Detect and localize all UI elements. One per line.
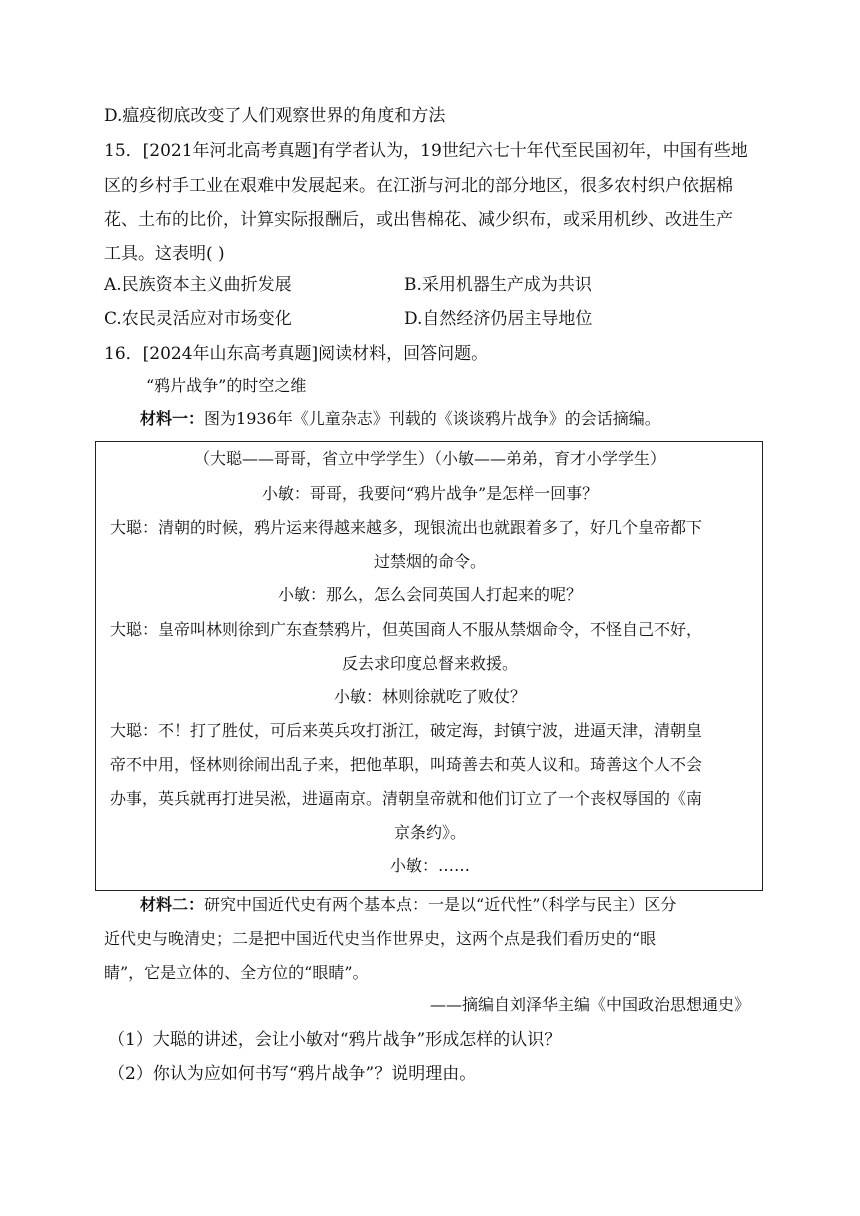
q16-material2-line-2: 近代史与晚清史；二是把中国近代史当作世界史，这两个点是我们看历史的“眼 bbox=[104, 929, 657, 948]
q15-option-a: A.民族资本主义曲折发展 bbox=[104, 275, 292, 295]
q16-subtitle: “鸦片战争”的时空之维 bbox=[146, 376, 307, 395]
dialogue-line: 帝不中用，怪林则徐闹出乱子来，把他革职，叫琦善去和英人议和。琦善这个人不会 bbox=[110, 755, 703, 774]
q16-material1 bbox=[140, 407, 661, 431]
dialogue-box bbox=[95, 441, 763, 891]
q16-material2-line-1 bbox=[140, 893, 676, 917]
q16-sub-question-2: （2）你认为应如何书写“鸦片战争”？说明理由。 bbox=[108, 1064, 477, 1084]
material2-text: 研究中国近代史有两个基本点：一是以“近代性”（科学与民主）区分 bbox=[204, 895, 677, 914]
dialogue-line: 办事，英兵就再打进吴淞，进逼南京。清朝皇帝就和他们订立了一个丧权辱国的《南 bbox=[110, 789, 703, 808]
q16-material2-line-3: 睛”，它是立体的、全方位的“眼睛”。 bbox=[104, 963, 369, 982]
dialogue-line: 小敏：哥哥，我要问“鸦片战争”是怎样一回事？ bbox=[261, 484, 599, 503]
q16-source: ——摘编自刘泽华主编《中国政治思想通史》 bbox=[429, 995, 750, 1014]
q16-sub-question-1: （1）大聪的讲述，会让小敏对“鸦片战争”形成怎样的认识？ bbox=[108, 1030, 562, 1050]
dialogue-line: 小敏：那么，怎么会同英国人打起来的呢？ bbox=[277, 585, 582, 604]
dialogue-line: 小敏：林则徐就吃了败仗？ bbox=[333, 687, 526, 706]
q15-stem-line-2: 区的乡村手工业在艰难中发展起来。在江浙与河北的部分地区，很多农村织户依据棉 bbox=[104, 176, 733, 196]
material2-label: 材料二： bbox=[140, 895, 205, 914]
dialogue-line: 大聪：皇帝叫林则徐到广东查禁鸦片，但英国商人不服从禁烟命令，不怪自己不好， bbox=[110, 620, 703, 639]
material1-label: 材料一： bbox=[140, 409, 205, 428]
dialogue-line: 京条约》。 bbox=[393, 823, 466, 842]
q16-stem: 16．[2024年山东高考真题]阅读材料，回答问题。 bbox=[104, 344, 489, 364]
q15-stem-line-1: 15．[2021年河北高考真题]有学者认为，19世纪六七十年代至民国初年，中国有些地 bbox=[104, 141, 748, 161]
dialogue-line: 小敏：…… bbox=[389, 856, 470, 875]
q14-option-d: D.瘟疫彻底改变了人们观察世界的角度和方法 bbox=[104, 106, 446, 126]
q15-option-d: D.自然经济仍居主导地位 bbox=[404, 309, 593, 329]
dialogue-line: 反去求印度总督来救援。 bbox=[341, 654, 518, 673]
dialogue-line: 大聪：不！打了胜仗，可后来英兵攻打浙江，破定海，封镇宁波，进逼天津，清朝皇 bbox=[110, 721, 703, 740]
dialogue-line: 过禁烟的命令。 bbox=[373, 552, 486, 571]
q15-stem-line-4: 工具。这表明( ) bbox=[104, 244, 225, 264]
material1-text: 图为1936年《儿童杂志》刊载的《谈谈鸦片战争》的会话摘编。 bbox=[204, 409, 661, 428]
q15-option-b: B.采用机器生产成为共识 bbox=[404, 275, 592, 295]
q15-stem-line-3: 花、土布的比价，计算实际报酬后，或出售棉花、减少织布，或采用机纱、改进生产 bbox=[104, 210, 733, 230]
q15-option-c: C.农民灵活应对市场变化 bbox=[104, 309, 292, 329]
dialogue-header: （大聪——哥哥，省立中学学生）（小敏——弟弟，育才小学学生） bbox=[193, 449, 666, 468]
dialogue-line: 大聪：清朝的时候，鸦片运来得越来越多，现银流出也就跟着多了，好几个皇帝都下 bbox=[110, 518, 703, 537]
